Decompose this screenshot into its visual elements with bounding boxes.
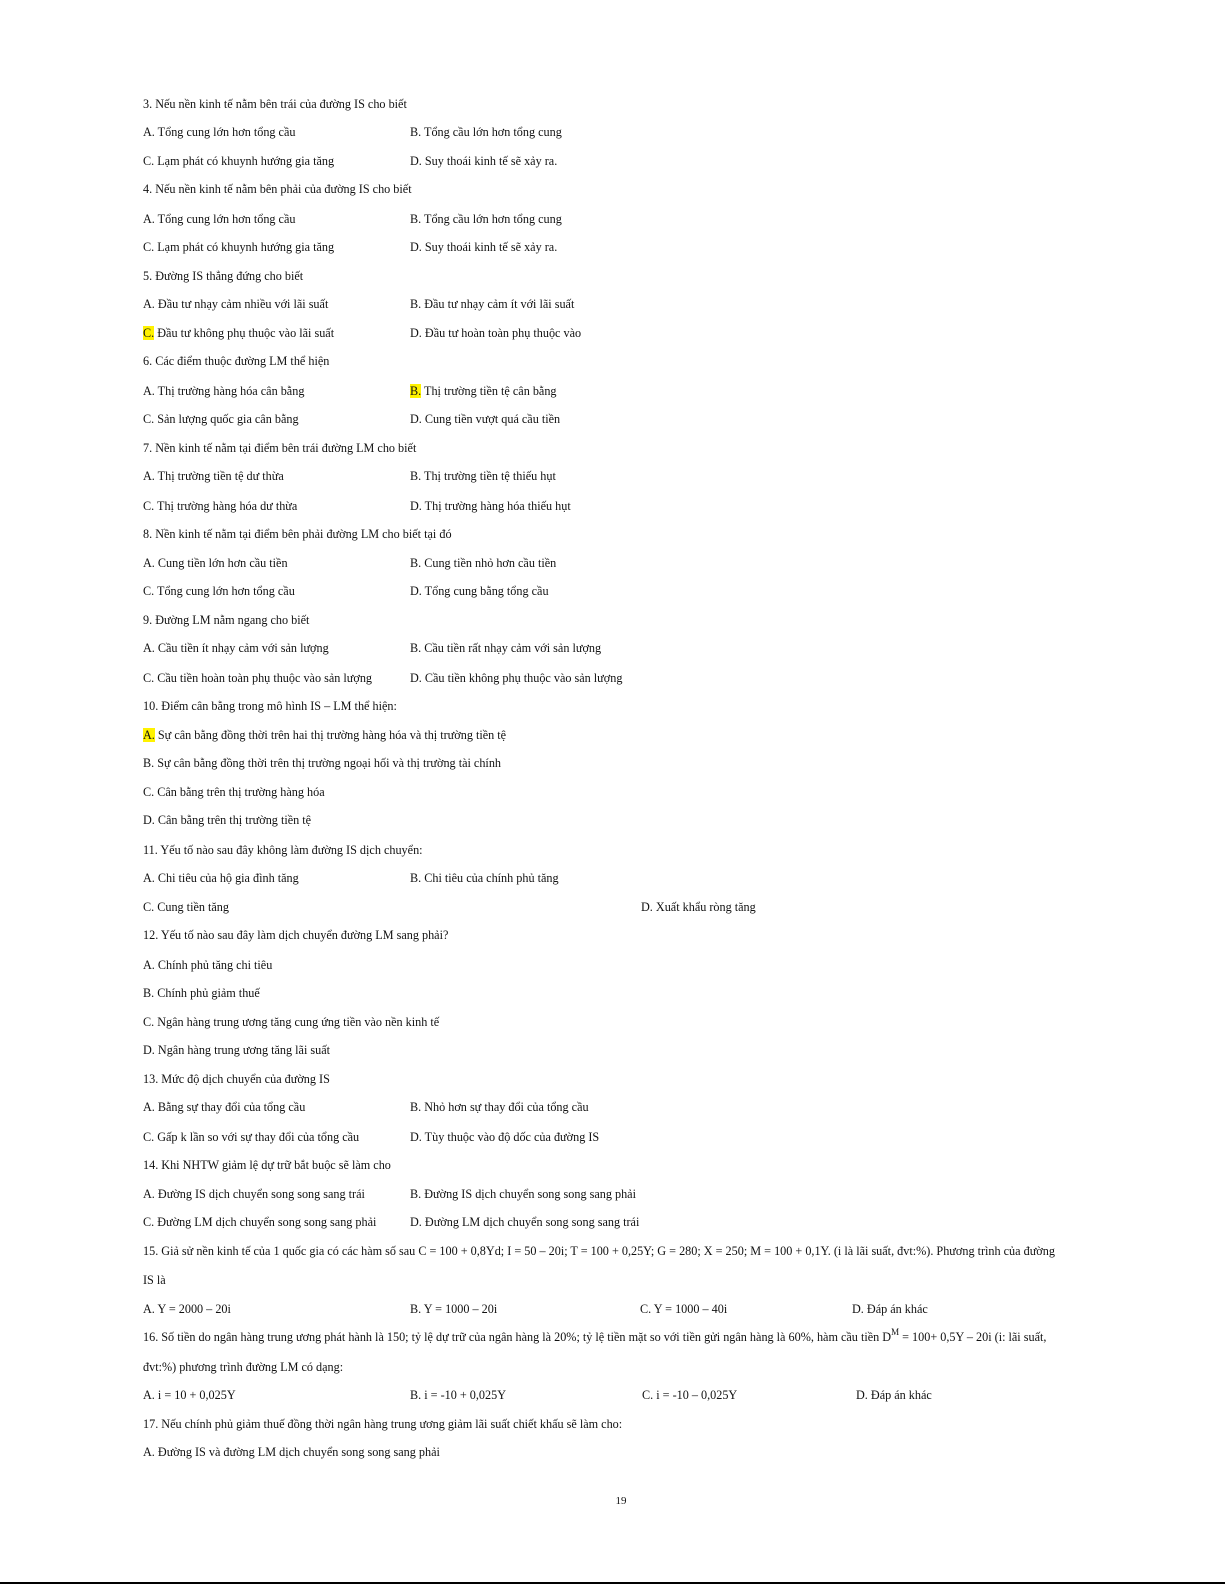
question-7: 7. Nền kinh tế nằm tại điểm bên trái đường LM cho biết bbox=[143, 441, 417, 455]
q8-option-d: D. Tổng cung bằng tổng cầu bbox=[410, 584, 549, 598]
question-11: 11. Yếu tố nào sau đây không làm đường IS dịch chuyển: bbox=[143, 843, 423, 857]
q13-option-a: A. Bằng sự thay đổi của tổng cầu bbox=[143, 1100, 306, 1114]
question-5: 5. Đường IS thẳng đứng cho biết bbox=[143, 269, 304, 283]
question-16 bbox=[143, 1329, 1046, 1346]
q10-option-a-text: Sự cân bằng đồng thời trên hai thị trường hàng hóa và thị trường tiền tệ bbox=[154, 728, 507, 742]
q16-option-d: D. Đáp án khác bbox=[856, 1388, 932, 1402]
question-16-continued: đvt:%) phương trình đường LM có dạng: bbox=[143, 1360, 344, 1374]
q15-option-c: C. Y = 1000 – 40i bbox=[640, 1302, 728, 1316]
q6-option-b bbox=[410, 383, 557, 399]
q11-option-c: C. Cung tiền tăng bbox=[143, 900, 229, 914]
question-15: 15. Giả sử nền kinh tế của 1 quốc gia có các hàm số sau C = 100 + 0,8Yd; I = 50 – 20i; T = 100 + 0,25Y; G = 280; X = 250; M = 100 + 0,1Y. (i là lãi suất, đvt:%). Phương trình của đường bbox=[143, 1244, 1055, 1258]
q10-option-b: B. Sự cân bằng đồng thời trên thị trường ngoại hối và thị trường tài chính bbox=[143, 756, 502, 770]
question-16-text-b: = 100+ 0,5Y – 20i (i: lãi suất, bbox=[899, 1330, 1047, 1344]
highlighted-answer-letter: B. bbox=[410, 384, 422, 398]
q10-option-d: D. Cân bằng trên thị trường tiền tệ bbox=[143, 813, 312, 827]
q16-option-c: C. i = -10 – 0,025Y bbox=[642, 1388, 738, 1402]
q14-option-d: D. Đường LM dịch chuyển song song sang trái bbox=[410, 1215, 640, 1229]
q9-option-b: B. Cầu tiền rất nhạy cảm với sản lượng bbox=[410, 641, 602, 655]
q10-option-a bbox=[143, 727, 506, 743]
q12-option-a: A. Chính phủ tăng chi tiêu bbox=[143, 958, 273, 972]
q11-option-b: B. Chi tiêu của chính phủ tăng bbox=[410, 871, 559, 885]
question-16-text-a: 16. Số tiền do ngân hàng trung ương phát hành là 150; tỷ lệ dự trữ của ngân hàng là 20%; tỷ lệ tiền mặt so với tiền gửi ngân hàng là 60%, hàm cầu tiền D bbox=[143, 1330, 892, 1344]
q12-option-c: C. Ngân hàng trung ương tăng cung ứng tiền vào nền kinh tế bbox=[143, 1015, 440, 1029]
question-17: 17. Nếu chính phủ giảm thuế đồng thời ngân hàng trung ương giảm lãi suất chiết khấu sẽ làm cho: bbox=[143, 1417, 623, 1431]
q6-option-d: D. Cung tiền vượt quá cầu tiền bbox=[410, 412, 561, 426]
q15-option-a: A. Y = 2000 – 20i bbox=[143, 1302, 231, 1316]
q8-option-b: B. Cung tiền nhỏ hơn cầu tiền bbox=[410, 556, 557, 570]
q7-option-a: A. Thị trường tiền tệ dư thừa bbox=[143, 469, 284, 483]
q3-option-d: D. Suy thoái kinh tế sẽ xảy ra. bbox=[410, 154, 558, 168]
q3-option-b: B. Tổng cầu lớn hơn tổng cung bbox=[410, 125, 562, 139]
question-6: 6. Các điểm thuộc đường LM thể hiện bbox=[143, 354, 330, 368]
question-4: 4. Nếu nền kinh tế nằm bên phải của đường IS cho biết bbox=[143, 182, 412, 196]
q6-option-b-text: Thị trường tiền tệ cân bằng bbox=[421, 384, 557, 398]
q14-option-a: A. Đường IS dịch chuyển song song sang trái bbox=[143, 1187, 365, 1201]
q17-option-a: A. Đường IS và đường LM dịch chuyển song song sang phải bbox=[143, 1445, 440, 1459]
q13-option-b: B. Nhỏ hơn sự thay đổi của tổng cầu bbox=[410, 1100, 589, 1114]
q13-option-c: C. Gấp k lần so với sự thay đổi của tổng cầu bbox=[143, 1130, 360, 1144]
q5-option-b: B. Đầu tư nhạy cảm ít với lãi suất bbox=[410, 297, 575, 311]
q5-option-d: D. Đầu tư hoàn toàn phụ thuộc vào bbox=[410, 326, 582, 340]
q3-option-c: C. Lạm phát có khuynh hướng gia tăng bbox=[143, 154, 335, 168]
q10-option-c: C. Cân bằng trên thị trường hàng hóa bbox=[143, 785, 325, 799]
q9-option-c: C. Cầu tiền hoàn toàn phụ thuộc vào sản lượng bbox=[143, 671, 373, 685]
q11-option-a: A. Chi tiêu của hộ gia đình tăng bbox=[143, 871, 299, 885]
q4-option-a: A. Tổng cung lớn hơn tổng cầu bbox=[143, 212, 296, 226]
q8-option-c: C. Tổng cung lớn hơn tổng cầu bbox=[143, 584, 295, 598]
superscript-m: M bbox=[891, 1327, 900, 1337]
q12-option-d: D. Ngân hàng trung ương tăng lãi suất bbox=[143, 1043, 331, 1057]
highlighted-answer-letter: A. bbox=[143, 728, 155, 742]
page-bottom-rule bbox=[0, 1582, 1225, 1584]
question-15-continued: IS là bbox=[143, 1273, 166, 1287]
q5-option-c bbox=[143, 325, 334, 341]
question-8: 8. Nền kinh tế nằm tại điểm bên phải đường LM cho biết tại đó bbox=[143, 527, 452, 541]
q9-option-a: A. Cầu tiền ít nhạy cảm với sản lượng bbox=[143, 641, 329, 655]
q7-option-b: B. Thị trường tiền tệ thiếu hụt bbox=[410, 469, 556, 483]
q4-option-d: D. Suy thoái kinh tế sẽ xảy ra. bbox=[410, 240, 558, 254]
q7-option-d: D. Thị trường hàng hóa thiếu hụt bbox=[410, 499, 571, 513]
question-9: 9. Đường LM nằm ngang cho biết bbox=[143, 613, 310, 627]
q13-option-d: D. Tùy thuộc vào độ dốc của đường IS bbox=[410, 1130, 600, 1144]
q5-option-c-text: Đầu tư không phụ thuộc vào lãi suất bbox=[154, 326, 335, 340]
question-10: 10. Điểm cân bằng trong mô hình IS – LM thể hiện: bbox=[143, 699, 397, 713]
q9-option-d: D. Cầu tiền không phụ thuộc vào sản lượng bbox=[410, 671, 623, 685]
q15-option-b: B. Y = 1000 – 20i bbox=[410, 1302, 498, 1316]
q12-option-b: B. Chính phủ giảm thuế bbox=[143, 986, 260, 1000]
q14-option-c: C. Đường LM dịch chuyển song song sang phải bbox=[143, 1215, 377, 1229]
q8-option-a: A. Cung tiền lớn hơn cầu tiền bbox=[143, 556, 288, 570]
q7-option-c: C. Thị trường hàng hóa dư thừa bbox=[143, 499, 298, 513]
q4-option-c: C. Lạm phát có khuynh hướng gia tăng bbox=[143, 240, 335, 254]
q15-option-d: D. Đáp án khác bbox=[852, 1302, 928, 1316]
page-number: 19 bbox=[615, 1495, 627, 1507]
question-14: 14. Khi NHTW giảm lệ dự trữ bắt buộc sẽ làm cho bbox=[143, 1158, 391, 1172]
q5-option-a: A. Đầu tư nhạy cảm nhiều với lãi suất bbox=[143, 297, 329, 311]
question-12: 12. Yếu tố nào sau đây làm dịch chuyển đường LM sang phải? bbox=[143, 928, 449, 942]
q16-option-a: A. i = 10 + 0,025Y bbox=[143, 1388, 236, 1402]
question-3: 3. Nếu nền kinh tế nằm bên trái của đường IS cho biết bbox=[143, 97, 407, 111]
q6-option-c: C. Sản lượng quốc gia cân bằng bbox=[143, 412, 299, 426]
q6-option-a: A. Thị trường hàng hóa cân bằng bbox=[143, 384, 305, 398]
q3-option-a: A. Tổng cung lớn hơn tổng cầu bbox=[143, 125, 296, 139]
q14-option-b: B. Đường IS dịch chuyển song song sang phải bbox=[410, 1187, 636, 1201]
question-13: 13. Mức độ dịch chuyển của đường IS bbox=[143, 1072, 330, 1086]
q16-option-b: B. i = -10 + 0,025Y bbox=[410, 1388, 507, 1402]
highlighted-answer-letter: C. bbox=[143, 326, 155, 340]
q4-option-b: B. Tổng cầu lớn hơn tổng cung bbox=[410, 212, 562, 226]
q11-option-d: D. Xuất khẩu ròng tăng bbox=[641, 900, 756, 914]
